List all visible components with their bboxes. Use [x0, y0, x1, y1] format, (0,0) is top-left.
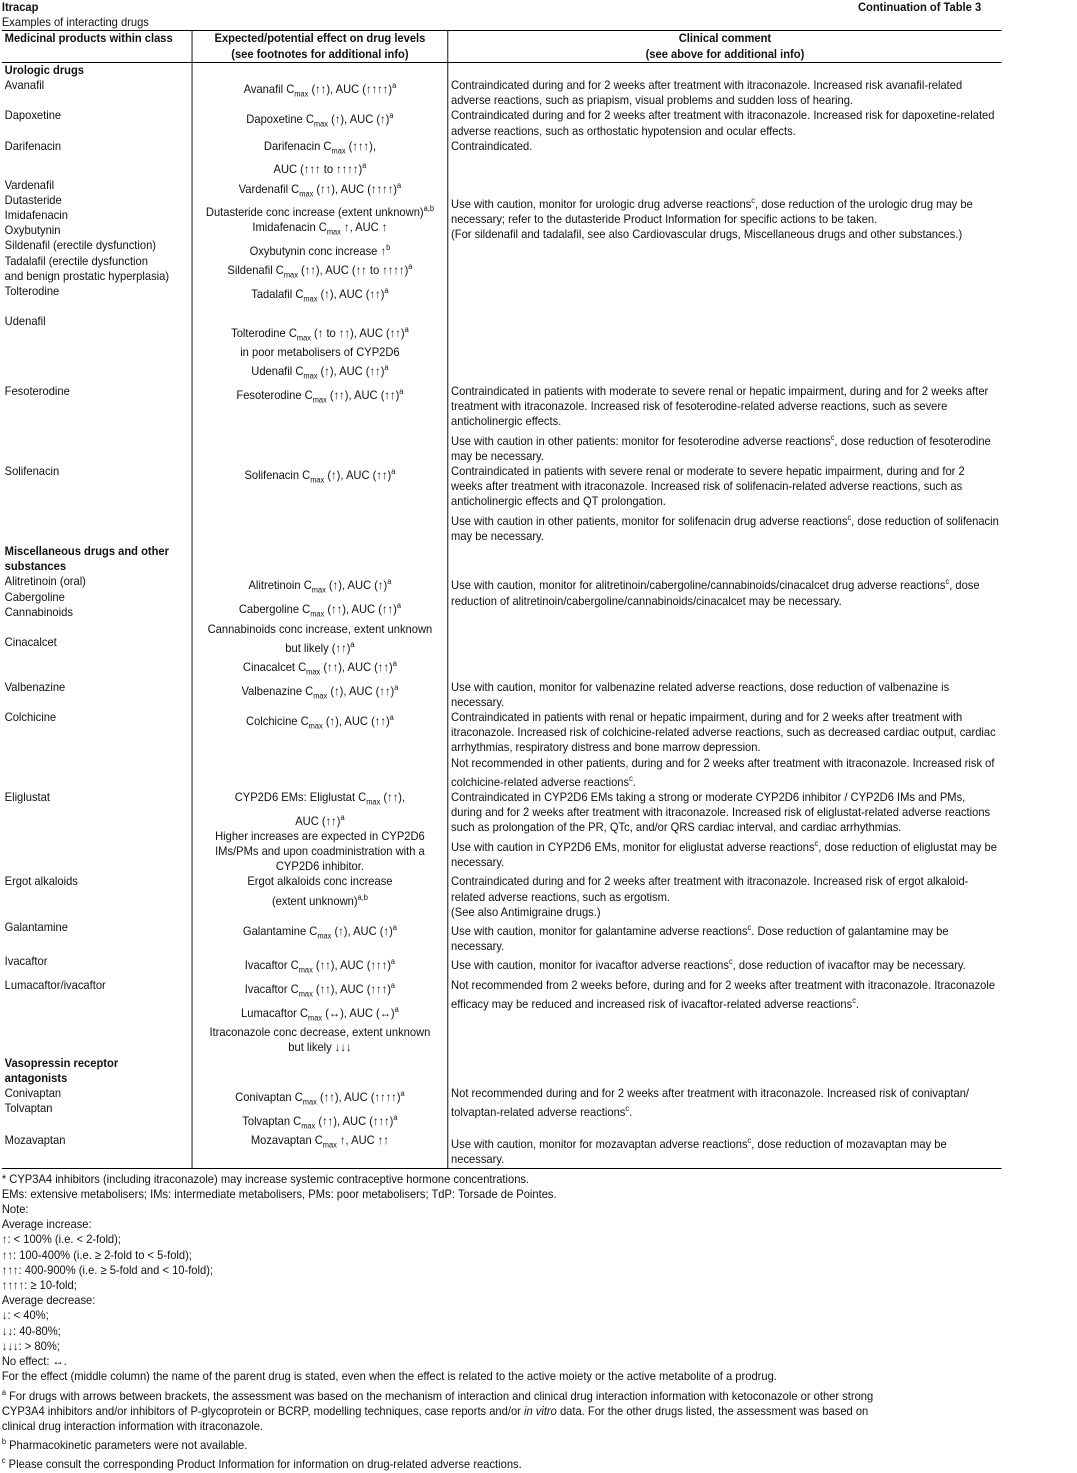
drug-cell: Urologic drugs [2, 62, 192, 78]
table-row [2, 978, 1002, 1056]
effect-cell: Fesoterodine $C_{max}$ (↑↑), AUC (↑↑)$^a$ [192, 384, 448, 464]
table-header-row [2, 31, 1002, 62]
effect-cell: Vardenafil $C_{max}$ (↑↑), AUC (↑↑↑↑)$^a$ Dutasteride conc increase (extent unknown)$^{a,b}$ Imidafenacin $C_{max}$ ↑, AUC ↑ Oxybutynin conc increase ↑$^b$ Sildenafil $C_{max}$ (↑↑), AUC (↑↑ to ↑↑↑↑)$^a$ Tadalafil $C_{max}$ (↑), AUC (↑↑)$^a$ Tolterodine $C_{max}$ (↑ to ↑↑), AUC (↑↑)$^a$ in poor metabolisers of CYP2D6 Udenafil $C_{max}$ (↑), AUC (↑↑)$^a$ [192, 178, 448, 384]
document-title: Itracap [1, 0, 39, 14]
table-row [2, 384, 1002, 464]
class-heading-row [2, 62, 1002, 78]
drug-cell: Avanafil [2, 78, 192, 108]
page-header [2, 0, 981, 15]
drug-cell: Eliglustat [2, 790, 192, 874]
effect-cell [192, 62, 448, 78]
footnote-line: Average decrease: [1, 1293, 96, 1308]
effect-cell: Dapoxetine $C_{max}$ (↑), AUC (↑)$^a$ [192, 108, 448, 138]
effect-cell: Colchicine $C_{max}$ (↑), AUC (↑↑)$^a$ [192, 710, 448, 790]
drug-cell: Dapoxetine [2, 108, 192, 138]
effect-cell [192, 1056, 448, 1086]
effect-cell: Alitretinoin $C_{max}$ (↑), AUC (↑)$^a$ Cabergoline $C_{max}$ (↑↑), AUC (↑↑)$^a$ Cannabinoids conc increase, extent unknown but likely (↑↑)$^a$ Cinacalcet $C_{max}$ (↑↑), AUC (↑↑)$^a$ [192, 574, 448, 679]
comment-cell [448, 62, 1002, 78]
footnote-line: ↑: < 100% (i.e. < 2-fold); [1, 1232, 121, 1247]
effect-cell: CYP2D6 EMs: Eliglustat $C_{max}$ (↑↑), AUC (↑↑)$^a$ Higher increases are expected in CYP2D6 IMs/PMs and upon coadministration with a CYP2D6 inhibitor. [192, 790, 448, 874]
effect-cell [192, 544, 448, 574]
comment-cell: Contraindicated. [448, 139, 1002, 178]
comment-cell [448, 1056, 1002, 1086]
footnote-line: ↓: < 40%; [1, 1308, 49, 1323]
footnote-line: clinical drug interaction information with itraconazole. [1, 1418, 264, 1433]
table-row [2, 710, 1002, 790]
table-row [2, 1133, 1002, 1168]
footnote-line: ↓↓↓: > 80%; [1, 1338, 60, 1353]
table-row [2, 178, 1002, 384]
table-row [2, 790, 1002, 874]
table-row [2, 108, 1002, 138]
drug-cell: Vasopressin receptor antagonists [2, 1056, 192, 1086]
comment-cell: Contraindicated in patients with renal or hepatic impairment, during and for 2 weeks after treatment with itraconazole. Increased risk of colchicine-related adverse reactions, such as decreased cardiac output, cardiac arrhythmias, respiratory distress and bone marrow depression. Not recommended in other patients, during and for 2 weeks after treatment with itraconazole. Increased risk of colchicine-related adverse reactions$^c$. [448, 710, 1002, 790]
table-row [2, 920, 1002, 954]
drug-cell: Lumacaftor/ivacaftor [2, 978, 192, 1056]
column-header: Expected/potential effect on drug levels (see footnotes for additional info) [192, 31, 448, 62]
effect-cell: Avanafil $C_{max}$ (↑↑), AUC (↑↑↑↑)$^a$ [192, 78, 448, 108]
comment-cell: Use with caution, monitor for urologic drug adverse reactions$^c$, dose reduction of the urologic drug may be necessary; refer to the dutasteride Product Information for specific actions to be taken. (For sildenafil and tadalafil, see also Cardiovascular drugs, Miscellaneous drugs and other substances.) [448, 178, 1002, 384]
footnote-line: * CYP3A4 inhibitors (including itraconazole) may increase systemic contraceptive hormone concentrations. [1, 1171, 530, 1186]
drug-cell: Vardenafil Dutasteride Imidafenacin Oxybutynin Sildenafil (erectile dysfunction) Tadalafil (erectile dysfunction and benign prostatic hyperplasia) Tolterodine Udenafil [2, 178, 192, 384]
drug-cell: Darifenacin [2, 139, 192, 178]
drug-cell: Solifenacin [2, 464, 192, 544]
drug-cell: Fesoterodine [2, 384, 192, 464]
comment-cell: Use with caution, monitor for alitretinoin/cabergoline/cannabinoids/cinacalcet drug adverse reactions$^c$, dose reduction of alitretinoin/cabergoline/cannabinoids/cinacalcet may be necessary. [448, 574, 1002, 679]
drug-cell: Mozavaptan [2, 1133, 192, 1168]
table-row [2, 139, 1002, 178]
footnote-line: $^c$ Please consult the corresponding Product Information for information on drug-related adverse reactions. [1, 1456, 522, 1472]
class-heading-row [2, 1056, 1002, 1086]
comment-cell: Contraindicated during and for 2 weeks after treatment with itraconazole. Increased risk of ergot alkaloid-related adverse reactions, such as ergotism. (See also Antimigraine drugs.) [448, 874, 1002, 920]
drug-cell: Miscellaneous drugs and other substances [2, 544, 192, 574]
drug-cell: Galantamine [2, 920, 192, 954]
footnote-line: For the effect (middle column) the name of the parent drug is stated, even when the effect is related to the active moiety or the active metabolite of a prodrug. [1, 1369, 777, 1384]
footnote-line: Note: [1, 1202, 29, 1217]
footnote-line: No effect: ↔. [1, 1354, 67, 1369]
document-subtitle: Examples of interacting drugs [1, 15, 149, 30]
comment-cell: Not recommended from 2 weeks before, during and for 2 weeks after treatment with itraconazole. Itraconazole efficacy may be reduced and increased risk of ivacaftor-related adverse reactions$^c$. [448, 978, 1002, 1056]
comment-cell: Contraindicated in patients with severe renal or moderate to severe hepatic impairment, during and for 2 weeks after treatment with itraconazole. Increased risk of solifenacin-related adverse reactions, such as anticholinergic effects and QT prolongation. Use with caution in other patients, monitor for solifenacin drug adverse reactions$^c$, dose reduction of solifenacin may be necessary. [448, 464, 1002, 544]
effect-cell: Darifenacin $C_{max}$ (↑↑↑), AUC (↑↑↑ to ↑↑↑↑)$^a$ [192, 139, 448, 178]
comment-cell: Contraindicated during and for 2 weeks after treatment with itraconazole. Increased risk for dapoxetine-related adverse reactions, such as orthostatic hypotension and ocular effects. [448, 108, 1002, 138]
drug-cell: Ergot alkaloids [2, 874, 192, 920]
effect-cell: Valbenazine $C_{max}$ (↑), AUC (↑↑)$^a$ [192, 680, 448, 710]
table-footnotes [2, 1172, 981, 1473]
footnote-line: $^b$ Pharmacokinetic parameters were not available. [1, 1437, 248, 1453]
drug-cell: Colchicine [2, 710, 192, 790]
footnote-line: CYP3A4 inhibitors and/or inhibitors of P-glycoprotein or BCRP, modelling techniques, case reports and/or in vitro data. For the other drugs listed, the assessment was based on [1, 1403, 869, 1418]
table-row [2, 574, 1002, 679]
drug-interaction-table [2, 30, 1002, 1168]
drug-cell: Conivaptan Tolvaptan [2, 1086, 192, 1133]
column-header: Medicinal products within class [2, 31, 192, 62]
effect-cell: Conivaptan $C_{max}$ (↑↑), AUC (↑↑↑↑)$^a$ Tolvaptan $C_{max}$ (↑↑), AUC (↑↑↑)$^a$ [192, 1086, 448, 1133]
footnote-line: ↑↑↑: 400-900% (i.e. ≥ 5-fold and < 10-fold); [1, 1262, 214, 1277]
footnote-line: $^a$ For drugs with arrows between brackets, the assessment was based on the mechanism of interaction and clinical drug interaction information with ketoconazole or other strong [1, 1387, 874, 1403]
footnote-line: ↑↑↑↑: ≥ 10-fold; [1, 1278, 77, 1293]
comment-cell: Contraindicated in CYP2D6 EMs taking a strong or moderate CYP2D6 inhibitor / CYP2D6 IMs and PMs, during and for 2 weeks after treatment with itraconazole. Increased risk of eliglustat-related adverse reactions such as prolongation of the PR, QTc, and/or QRS cardiac interval, and cardiac arrhythmias. Use with caution in CYP2D6 EMs, monitor for eliglustat adverse reactions$^c$, dose reduction of eliglustat may be necessary. [448, 790, 1002, 874]
footnote-line: EMs: extensive metabolisers; IMs: intermediate metabolisers, PMs: poor metabolisers; TdP: Torsade de Pointes. [1, 1186, 557, 1201]
comment-cell: Use with caution, monitor for galantamine adverse reactions$^c$. Dose reduction of galantamine may be necessary. [448, 920, 1002, 954]
effect-cell: Solifenacin $C_{max}$ (↑), AUC (↑↑)$^a$ [192, 464, 448, 544]
comment-cell: Contraindicated during and for 2 weeks after treatment with itraconazole. Increased risk avanafil-related adverse reactions, such as priapism, visual problems and sudden loss of hearing. [448, 78, 1002, 108]
table-row [2, 78, 1002, 108]
effect-cell: Galantamine $C_{max}$ (↑), AUC (↑)$^a$ [192, 920, 448, 954]
comment-cell: Use with caution, monitor for ivacaftor adverse reactions$^c$, dose reduction of ivacaftor may be necessary. [448, 954, 1002, 978]
table-row [2, 1086, 1002, 1133]
table-row [2, 954, 1002, 978]
continuation-label: Continuation of Table 3 [857, 0, 982, 14]
drug-cell: Ivacaftor [2, 954, 192, 978]
footnote-line: ↑↑: 100-400% (i.e. ≥ 2-fold to < 5-fold); [1, 1247, 192, 1262]
effect-cell: Ivacaftor $C_{max}$ (↑↑), AUC (↑↑↑)$^a$ Lumacaftor $C_{max}$ (↔), AUC (↔)$^a$ Itraconazole conc decrease, extent unknown but likely ↓↓↓ [192, 978, 448, 1056]
drug-cell: Alitretinoin (oral) Cabergoline Cannabinoids Cinacalcet [2, 574, 192, 679]
table-row [2, 874, 1002, 920]
table-row [2, 464, 1002, 544]
effect-cell: Ivacaftor $C_{max}$ (↑↑), AUC (↑↑↑)$^a$ [192, 954, 448, 978]
class-heading-row [2, 544, 1002, 574]
column-header: Clinical comment (see above for additional info) [448, 31, 1002, 62]
table-row [2, 680, 1002, 710]
effect-cell: Mozavaptan $C_{max}$ ↑, AUC ↑↑ [192, 1133, 448, 1168]
comment-cell [448, 544, 1002, 574]
effect-cell: Ergot alkaloids conc increase (extent unknown)$^{a,b}$ [192, 874, 448, 920]
comment-cell: Use with caution, monitor for valbenazine related adverse reactions, dose reduction of valbenazine is necessary. [448, 680, 1002, 710]
drug-cell: Valbenazine [2, 680, 192, 710]
comment-cell: Not recommended during and for 2 weeks after treatment with itraconazole. Increased risk of conivaptan/ tolvaptan-related adverse reactions$^c$. [448, 1086, 1002, 1133]
comment-cell: Use with caution, monitor for mozavaptan adverse reactions$^c$, dose reduction of mozavaptan may be necessary. [448, 1133, 1002, 1168]
comment-cell: Contraindicated in patients with moderate to severe renal or hepatic impairment, during and for 2 weeks after treatment with itraconazole. Increased risk of fesoterodine-related adverse reactions, such as severe anticholinergic effects. Use with caution in other patients: monitor for fesoterodine adverse reactions$^c$, dose reduction of fesoterodine may be necessary. [448, 384, 1002, 464]
footnote-line: Average increase: [1, 1217, 92, 1232]
footnote-line: ↓↓: 40-80%; [1, 1323, 61, 1338]
